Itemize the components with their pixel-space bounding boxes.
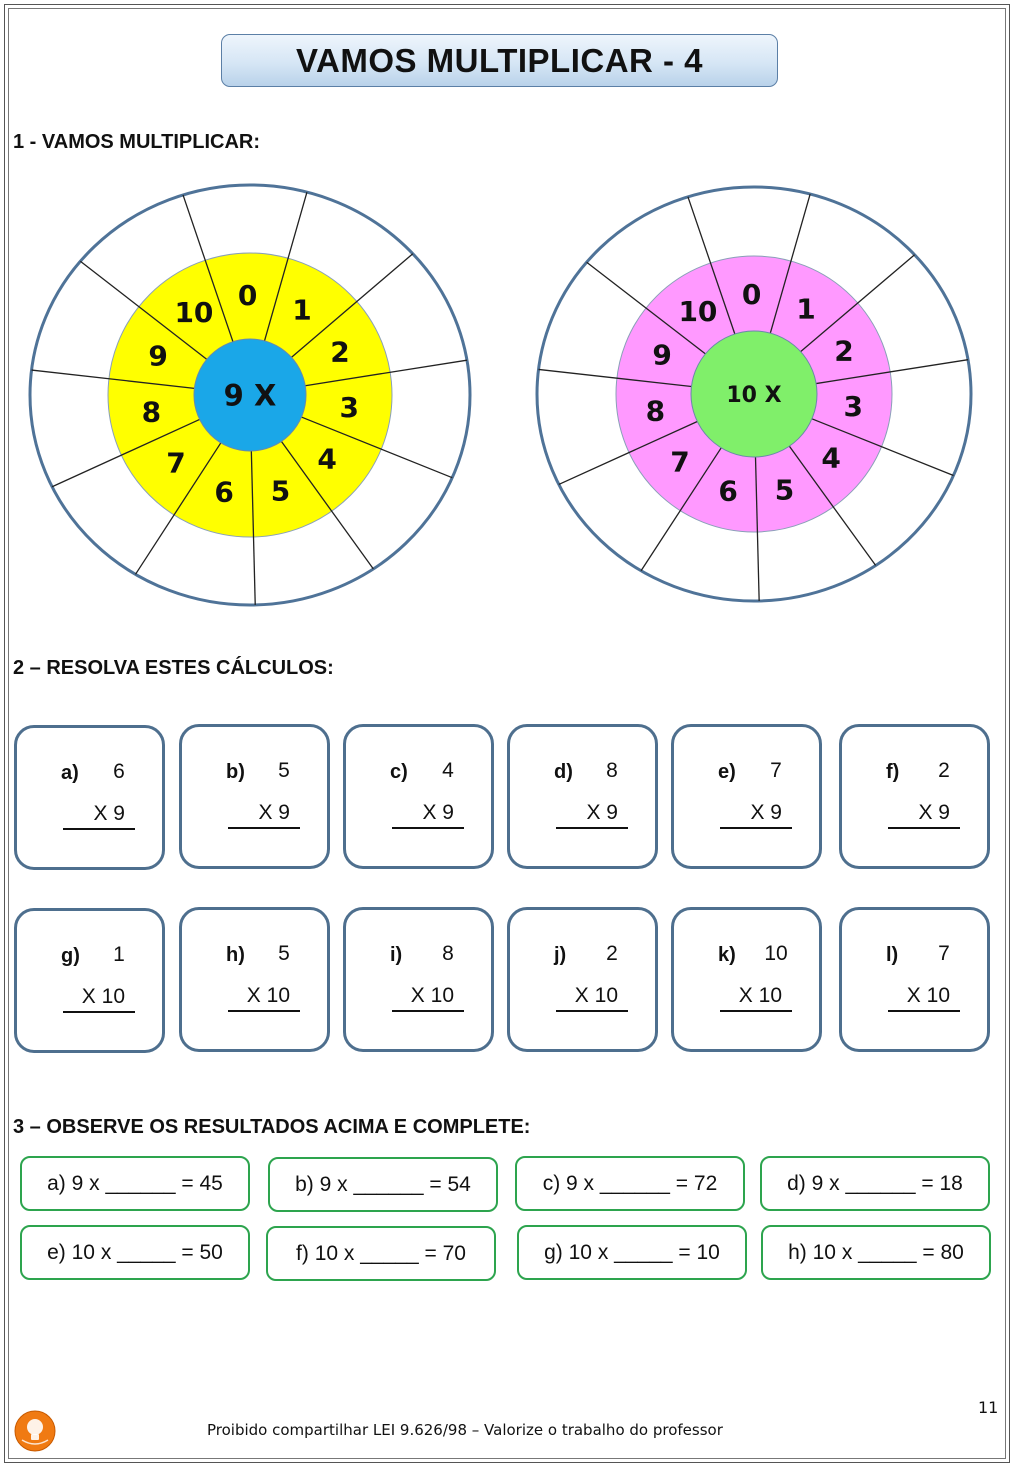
calc-letter: d) xyxy=(554,761,573,783)
calc-letter: f) xyxy=(886,761,900,783)
wheel-number: 0 xyxy=(237,279,258,313)
calc-multiplicand: 10 xyxy=(764,942,788,965)
section2-heading: 2 – RESOLVA ESTES CÁLCULOS: xyxy=(13,657,334,679)
wheel-number: 5 xyxy=(774,473,795,507)
calc-multiplicand: 2 xyxy=(938,759,950,782)
calc-multiplicand: 5 xyxy=(278,942,290,965)
lightbulb-logo-icon xyxy=(14,1410,56,1452)
calc-multiplicand: 5 xyxy=(278,759,290,782)
calc-letter: e) xyxy=(718,761,736,783)
wheel-number: 3 xyxy=(339,390,360,424)
fill-item-d: d) 9 x ______ = 18 xyxy=(760,1156,990,1211)
calc-multiplicand: 7 xyxy=(938,942,950,965)
calc-letter: l) xyxy=(886,944,899,966)
calc-card-d xyxy=(507,724,658,869)
calc-card-l xyxy=(839,907,990,1052)
calc-multiplier: X 10 xyxy=(556,984,628,1012)
calc-multiplicand: 1 xyxy=(113,943,125,966)
fill-item-h: h) 10 x _____ = 80 xyxy=(761,1225,991,1280)
calc-card-c xyxy=(343,724,494,869)
wheel-number: 0 xyxy=(741,278,762,312)
wheel-number: 9 xyxy=(148,339,168,373)
calc-multiplier: X 10 xyxy=(228,984,300,1012)
calc-multiplier: X 9 xyxy=(888,801,960,829)
wheel-number: 2 xyxy=(834,334,854,368)
calc-card-e xyxy=(671,724,822,869)
wheel-number: 10 xyxy=(174,296,214,330)
calc-multiplicand: 8 xyxy=(606,759,618,782)
wheel-number: 7 xyxy=(670,445,690,479)
calc-multiplier: X 9 xyxy=(720,801,792,829)
calc-multiplicand: 6 xyxy=(113,760,125,783)
fill-item-c: c) 9 x ______ = 72 xyxy=(515,1156,745,1211)
multiplication-wheel-9 xyxy=(28,183,472,609)
calc-multiplicand: 4 xyxy=(442,759,454,782)
wheel-9-svg xyxy=(28,183,472,609)
calc-multiplier: X 10 xyxy=(392,984,464,1012)
calc-letter: a) xyxy=(61,762,79,784)
calc-card-f xyxy=(839,724,990,869)
calc-letter: b) xyxy=(226,761,245,783)
title-banner xyxy=(221,34,778,87)
wheel-number: 8 xyxy=(141,395,162,429)
fill-item-a: a) 9 x ______ = 45 xyxy=(20,1156,250,1211)
wheel-number: 9 xyxy=(652,338,672,372)
calc-letter: i) xyxy=(390,944,403,966)
wheel-number: 6 xyxy=(214,475,234,509)
wheel-number: 5 xyxy=(270,474,291,508)
wheel-number: 8 xyxy=(645,394,666,428)
wheel-number: 4 xyxy=(821,441,841,475)
calc-multiplier: X 9 xyxy=(392,801,464,829)
calc-multiplier: X 9 xyxy=(556,801,628,829)
calc-multiplier: X 9 xyxy=(63,802,135,830)
footer-notice: Proibido compartilhar LEI 9.626/98 – Valorize o trabalho do professor xyxy=(207,1421,723,1439)
wheel-number: 1 xyxy=(292,293,312,327)
wheel-center-label: 10 X xyxy=(726,382,782,408)
calc-multiplier: X 10 xyxy=(888,984,960,1012)
wheel-number: 6 xyxy=(718,474,738,508)
fill-item-e: e) 10 x _____ = 50 xyxy=(20,1225,250,1280)
calc-card-g xyxy=(14,908,165,1053)
fill-item-f: f) 10 x _____ = 70 xyxy=(266,1226,496,1281)
page-title: VAMOS MULTIPLICAR - 4 xyxy=(295,41,704,79)
calc-letter: c) xyxy=(390,761,408,783)
wheel-center-label: 9 X xyxy=(223,378,277,413)
calc-card-b xyxy=(179,724,330,869)
calc-multiplier: X 9 xyxy=(228,801,300,829)
calc-card-h xyxy=(179,907,330,1052)
wheel-10-svg xyxy=(535,185,975,607)
wheel-number: 4 xyxy=(317,442,337,476)
section1-heading: 1 - VAMOS MULTIPLICAR: xyxy=(13,131,261,153)
wheel-number: 2 xyxy=(330,335,350,369)
calc-letter: g) xyxy=(61,945,80,967)
multiplication-wheel-10 xyxy=(535,185,975,607)
calc-letter: h) xyxy=(226,944,245,966)
wheel-number: 3 xyxy=(843,389,864,423)
calc-letter: j) xyxy=(554,944,567,966)
calc-multiplier: X 10 xyxy=(63,985,135,1013)
calc-letter: k) xyxy=(718,944,736,966)
wheel-number: 10 xyxy=(678,295,718,329)
calc-card-j xyxy=(507,907,658,1052)
wheel-number: 1 xyxy=(796,292,816,326)
page-number: 11 xyxy=(978,1398,999,1417)
fill-item-b: b) 9 x ______ = 54 xyxy=(268,1157,498,1212)
fill-item-g: g) 10 x _____ = 10 xyxy=(517,1225,747,1280)
calc-multiplier: X 10 xyxy=(720,984,792,1012)
calc-card-a xyxy=(14,725,165,870)
calc-multiplicand: 7 xyxy=(770,759,782,782)
wheel-number: 7 xyxy=(166,446,186,480)
calc-multiplicand: 2 xyxy=(606,942,618,965)
calc-card-i xyxy=(343,907,494,1052)
section3-heading: 3 – OBSERVE OS RESULTADOS ACIMA E COMPLETE: xyxy=(13,1116,531,1138)
calc-card-k xyxy=(671,907,822,1052)
calc-multiplicand: 8 xyxy=(442,942,454,965)
